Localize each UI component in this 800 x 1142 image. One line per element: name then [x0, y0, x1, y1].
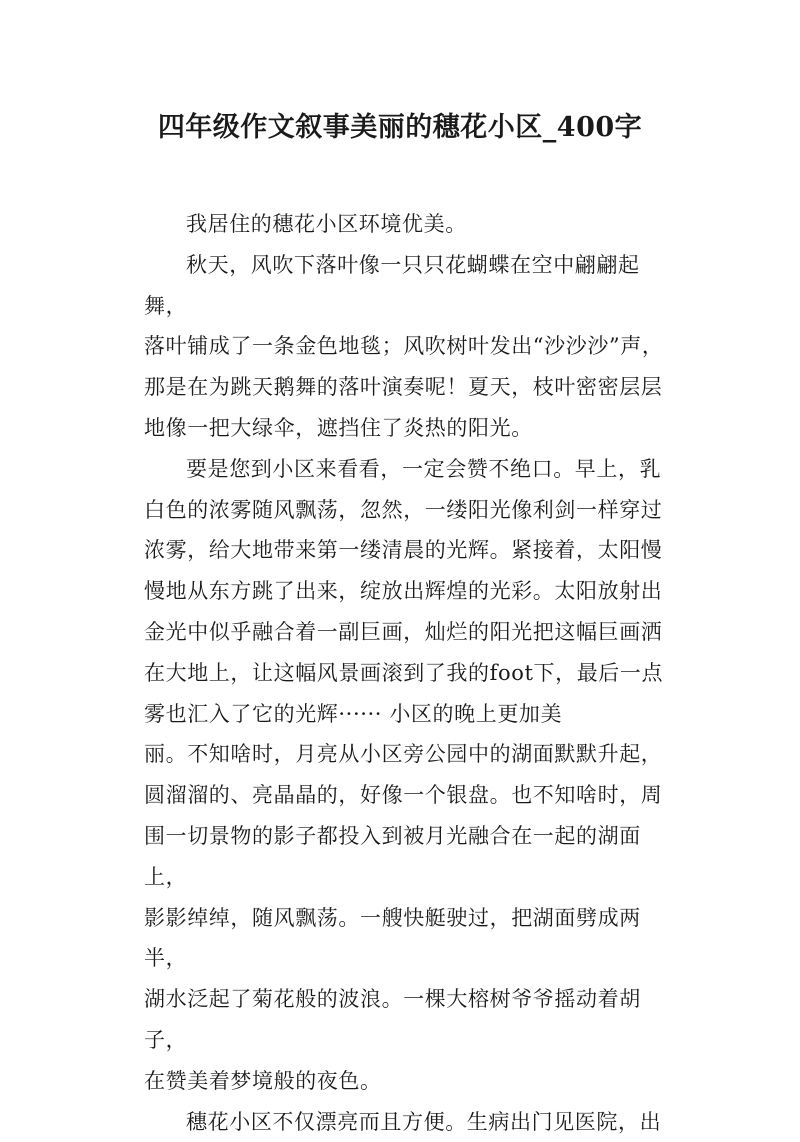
document-title: 四年级作文叙事美丽的穗花小区_400字	[157, 112, 643, 143]
document-body	[144, 204, 672, 1142]
paragraph-autumn-summer: 秋天，风吹下落叶像一只只花蝴蝶在空中翩翩起舞， 落叶铺成了一条金色地毯；风吹树叶发出“沙沙沙”声， 那是在为跳天鹅舞的落叶演奏呢！夏天，枝叶密密层层 地像一把大绿伞，遮挡住了炎热的阳光。	[144, 252, 664, 440]
paragraph-morning-evening: 要是您到小区来看看，一定会赞不绝口。早上，乳 白色的浓雾随风飘荡，忽然，一缕阳光像利剑一样穿过 浓雾，给大地带来第一缕清晨的光辉。紧接着，太阳慢 慢地从东方跳了出来，绽放出辉煌的光彩。太阳放射出 金光中似乎融合着一副巨画，灿烂的阳光把这幅巨画洒 在大地上，让这幅风景画滚到了我的foot下，最后一点 雾也汇入了它的光辉······ 小区的晚上更加美 丽。不知啥时，月亮从小区旁公园中的湖面默默升起， 圆溜溜的、亮晶晶的，好像一个银盘。也不知啥时，周 围一切景物的影子都投入到被月光融合在一起的湖面上， 影影绰绰，随风飘荡。一艘快艇驶过，把湖面劈成两半， 湖水泛起了菊花般的波浪。一棵大榕树爷爷摇动着胡子， 在赞美着梦境般的夜色。	[144, 456, 664, 1093]
paragraph-intro: 我居住的穗花小区环境优美。	[186, 212, 467, 236]
paragraph-convenience: 穗花小区不仅漂亮而且方便。生病出门见医院，出	[186, 1109, 662, 1134]
